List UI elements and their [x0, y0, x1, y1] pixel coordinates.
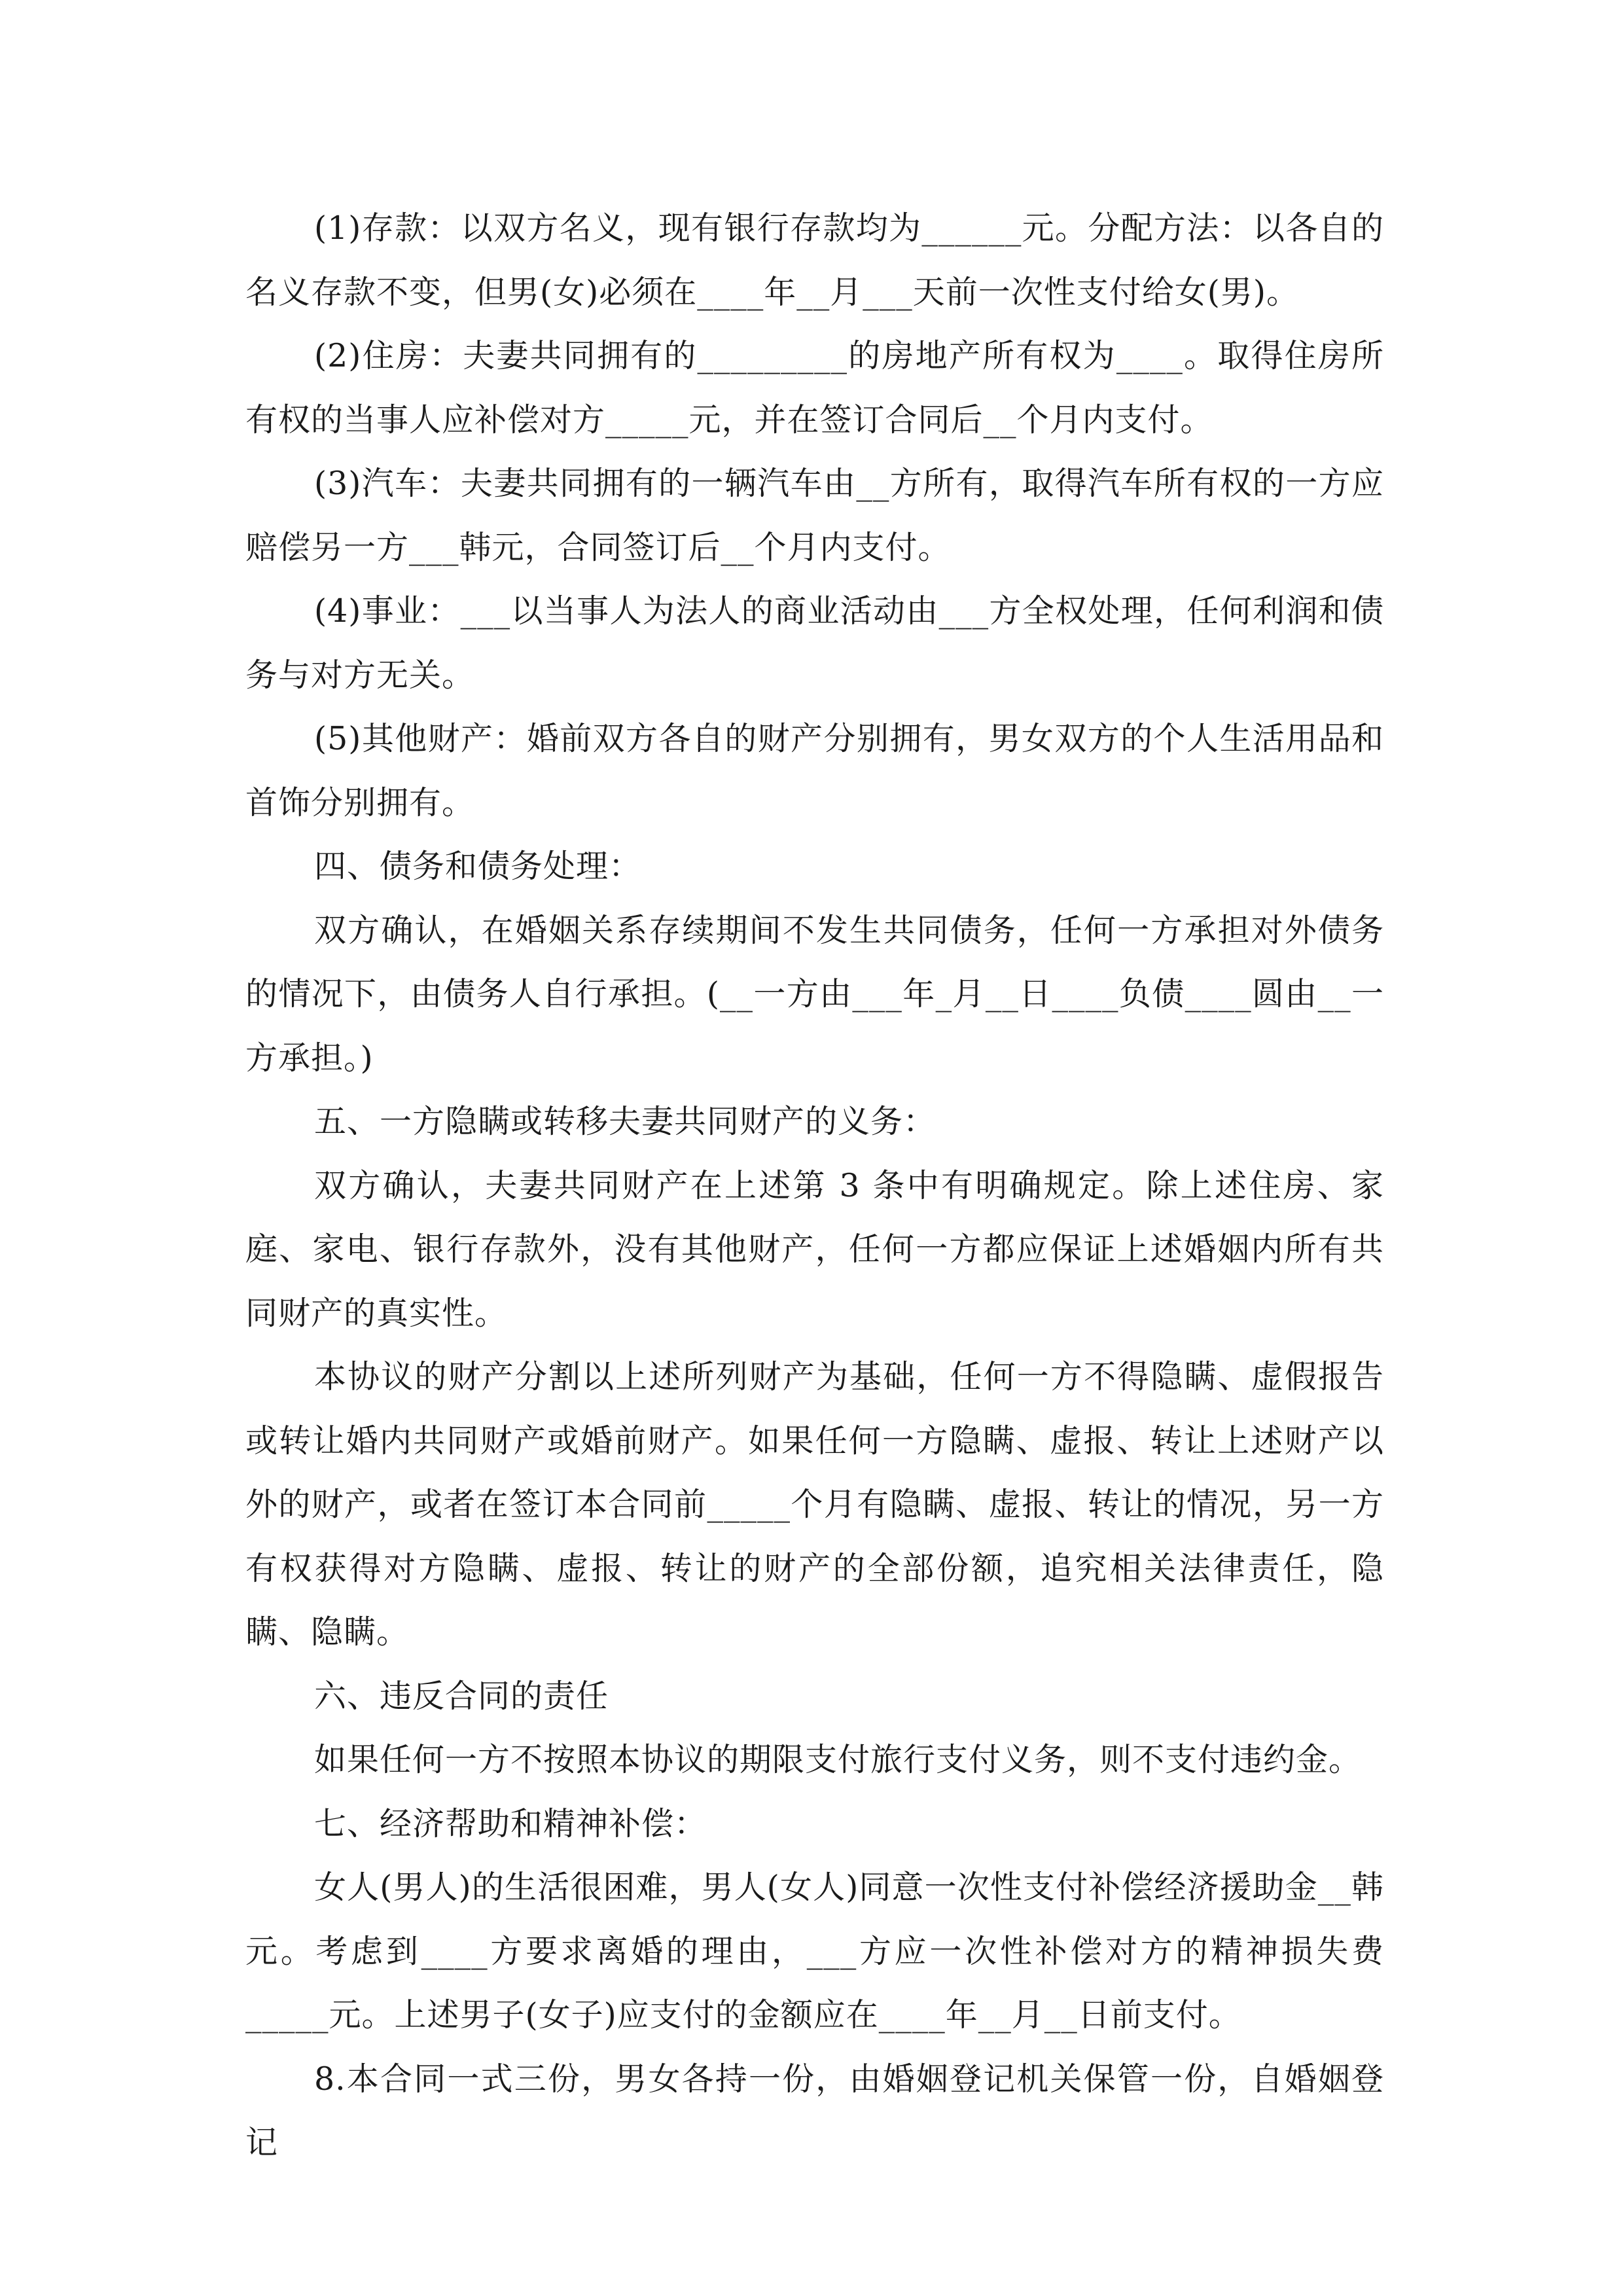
paragraph-business: (4)事业：___以当事人为法人的商业活动由___方全权处理，任何利润和债务与对方无关。 — [245, 592, 1384, 694]
paragraph-concealment-confirm: 双方确认，夫妻共同财产在上述第 3 条中有明确规定。除上述住房、家庭、家电、银行存款外，没有其他财产，任何一方都应保证上述婚姻内所有共同财产的真实性。 — [245, 1166, 1384, 1332]
paragraph-housing: (2)住房：夫妻共同拥有的_________的房地产所有权为____。取得住房所有权的当事人应补偿对方_____元，并在签订合同后__个月内支付。 — [245, 337, 1384, 439]
paragraph-other-property: (5)其他财产：婚前双方各自的财产分别拥有，男女双方的个人生活用品和首饰分别拥有。 — [245, 720, 1384, 821]
section-heading-concealment: 五、一方隐瞒或转移夫妻共同财产的义务： — [314, 1103, 936, 1140]
paragraph-concealment-terms: 本协议的财产分割以上述所列财产为基础，任何一方不得隐瞒、虚假报告或转让婚内共同财产或婚前财产。如果任何一方隐瞒、虚报、转让上述财产以外的财产，或者在签订本合同前_____个月有隐瞒、虚报、转让的情况，另一方有权获得对方隐瞒、虚报、转让的财产的全部份额，追究相关法律责任，隐瞒、隐瞒。 — [245, 1358, 1384, 1651]
paragraph-copies: 8.本合同一式三份，男女各持一份，由婚姻登记机关保管一份，自婚姻登记 — [245, 2060, 1384, 2161]
paragraph-breach: 如果任何一方不按照本协议的期限支付旅行支付义务，则不支付违约金。 — [314, 1741, 1362, 1778]
document-body — [245, 196, 1384, 2175]
section-heading-breach: 六、违反合同的责任 — [314, 1677, 609, 1715]
section-heading-debts: 四、债务和债务处理： — [314, 848, 642, 885]
paragraph-deposit: (1)存款：以双方名义，现有银行存款均为______元。分配方法：以各自的名义存款不变，但男(女)必须在____年__月___天前一次性支付给女(男)。 — [245, 209, 1384, 311]
paragraph-debts: 双方确认，在婚姻关系存续期间不发生共同债务，任何一方承担对外债务的情况下，由债务人自行承担。(__一方由___年_月__日____负债____圆由__一方承担。) — [245, 911, 1384, 1077]
paragraph-car: (3)汽车：夫妻共同拥有的一辆汽车由__方所有，取得汽车所有权的一方应赔偿另一方___韩元，合同签订后__个月内支付。 — [245, 465, 1384, 566]
paragraph-compensation: 女人(男人)的生活很困难，男人(女人)同意一次性支付补偿经济援助金__韩元。考虑到____方要求离婚的理由，___方应一次性补偿对方的精神损失费_____元。上述男子(女子)应支付的金额应在____年__月__日前支付。 — [245, 1869, 1384, 2034]
section-heading-compensation: 七、经济帮助和精神补偿： — [314, 1804, 707, 1842]
